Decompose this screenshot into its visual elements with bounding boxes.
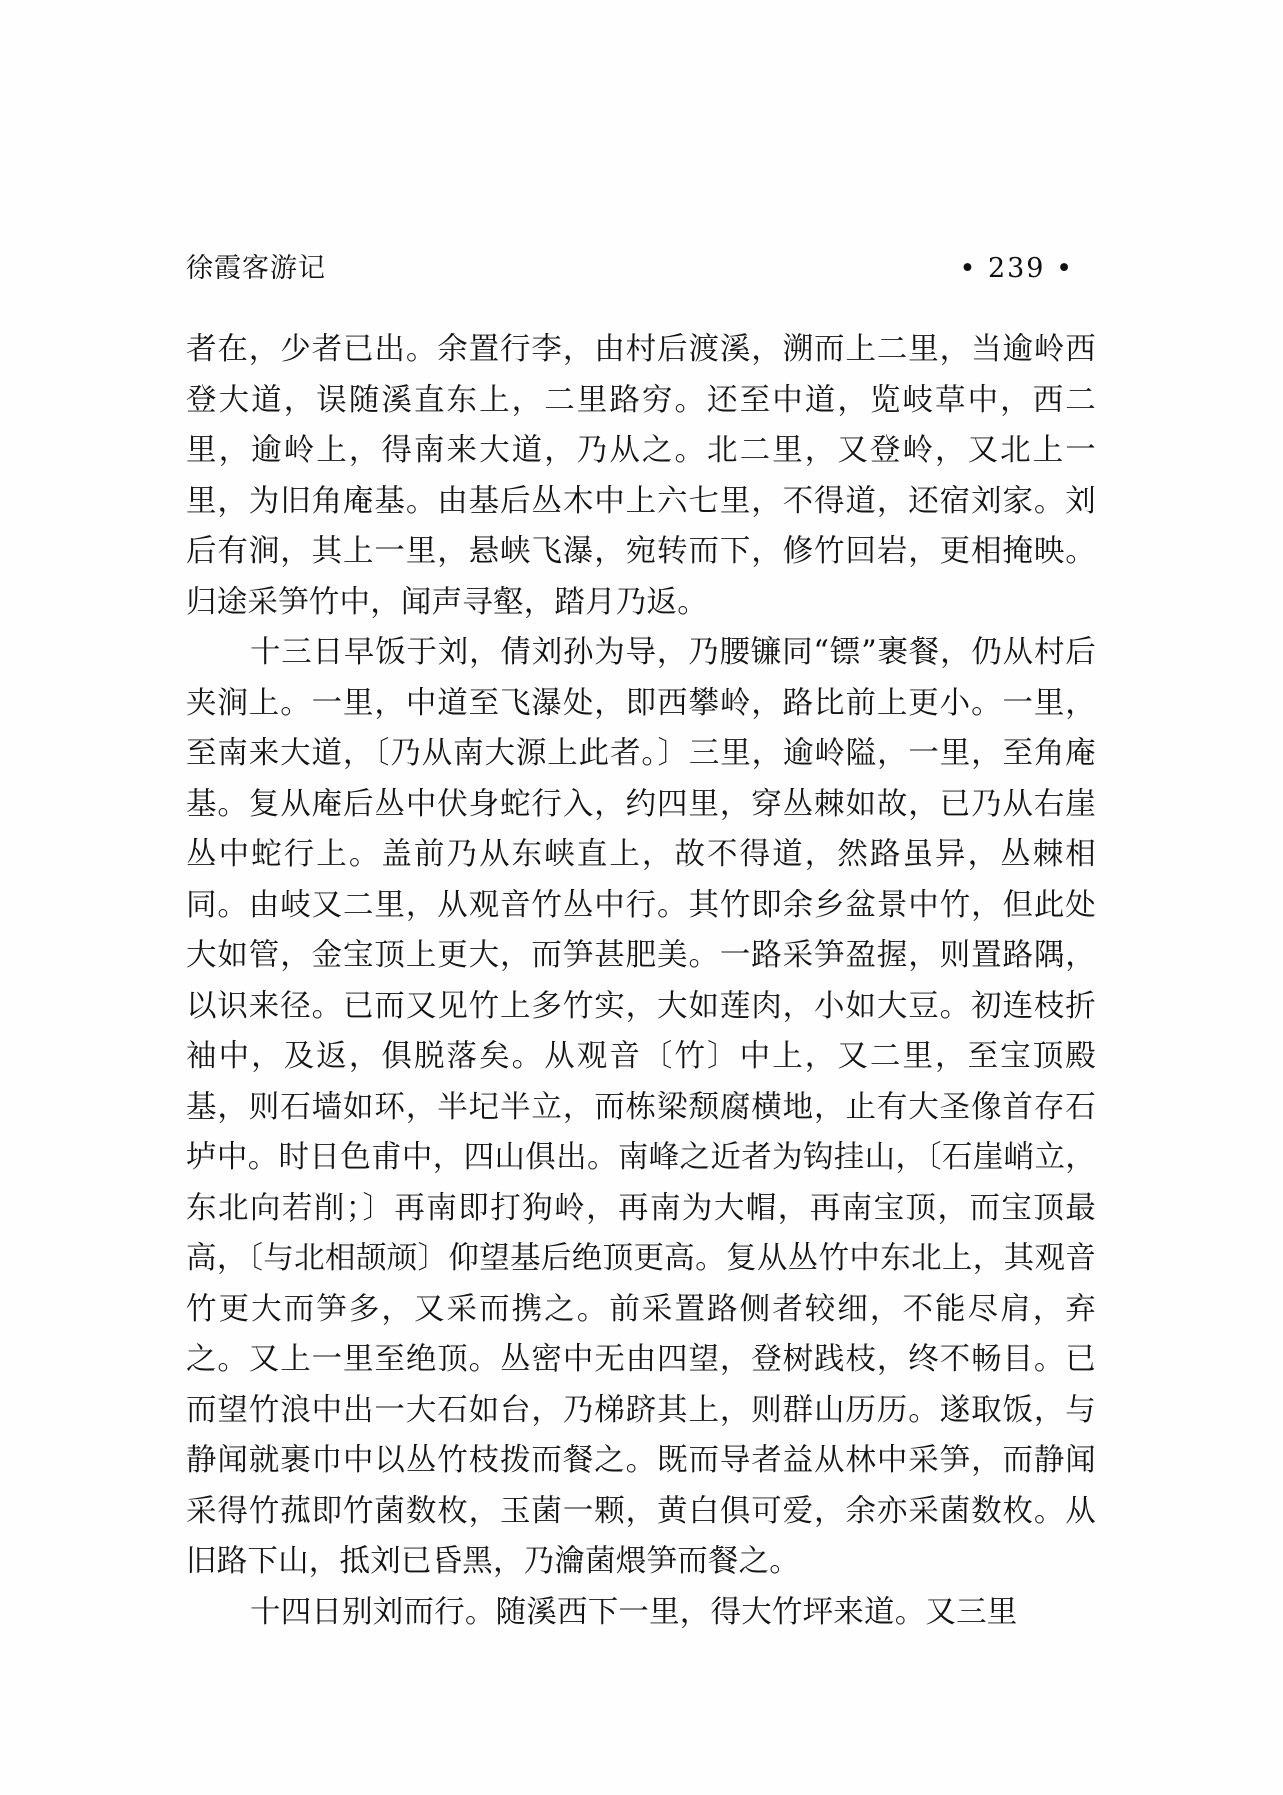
paragraph: 十三日早饭于刘，倩刘孙为导，乃腰镰同“镖”裹餐，仍从村后夹涧上。一里，中道至飞瀑处，即西攀岭，路比前上更小。一里，至南来大道，〔乃从南大源上此者。〕三里，逾岭隘，一里，至角庵基。复从庵后丛中伏身蛇行入，约四里，穿丛棘如故，已乃从右崖丛中蛇行上。盖前乃从东峡直上，故不得道，然路虽异，丛棘相同。由岐又二里，从观音竹丛中行。其竹即余乡盆景中竹，但此处大如管，金宝顶上更大，而笋甚肥美。一路采笋盈握，则置路隅，以识来径。已而又见竹上多竹实，大如莲肉，小如大豆。初连枝折袖中，及返，俱脱落矣。从观音〔竹〕中上，又二里，至宝顶殿基，则石墙如环，半圮半立，而栋梁颓腐横地，止有大圣像首存石垆中。时日色甫中，四山俱出。南峰之近者为钩挂山，〔石崖峭立，东北向若削；〕再南即打狗岭，再南为大帽，再南宝顶，而宝顶最高，〔与北相颉颃〕仰望基后绝顶更高。复从丛竹中东北上，其观音竹更大而笋多，又采而携之。前采置路侧者较细，不能尽肩，弃之。又上一里至绝顶。丛密中无由四望，登树践枝，终不畅目。已而望竹浪中出一大石如台，乃梯跻其上，则群山历历。遂取饭，与静闻就裹巾中以丛竹枝拨而餐之。既而导者益从林中采笋，而静闻采得竹菰即竹菌数枚，玉菌一颗，黄白俱可爱，余亦采菌数枚。从旧路下山，抵刘已昏黑，乃瀹菌煨笋而餐之。 [186,635,1096,1579]
page-content [186,246,1096,1638]
paragraph: 者在，少者已出。余置行李，由村后渡溪，溯而上二里，当逾岭西登大道，误随溪直东上，二里路穷。还至中道，览岐草中，西二里，逾岭上，得南来大道，乃从之。北二里，又登岭，又北上一里，为旧角庵基。由基后丛木中上六七里，不得道，还宿刘家。刘后有涧，其上一里，悬峡飞瀑，宛转而下，修竹回岩，更相掩映。归途采笋竹中，闻声寻壑，踏月乃返。 [186,332,1096,620]
running-title: 徐霞客游记 [186,253,326,284]
body-text [186,325,1096,1638]
page-number: • 239 • [959,253,1074,284]
page-header [186,246,1096,285]
paragraph: 十四日别刘而行。随溪西下一里，得大竹坪来道。又三里 [250,1594,1018,1630]
